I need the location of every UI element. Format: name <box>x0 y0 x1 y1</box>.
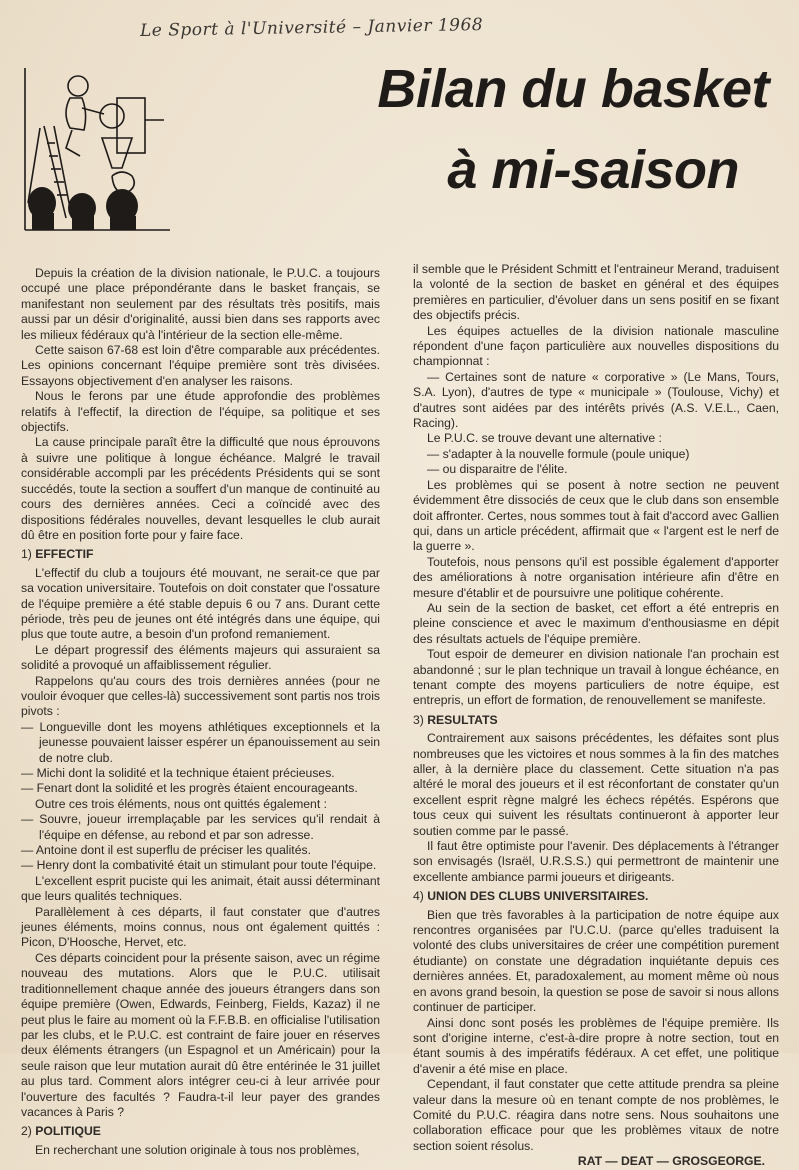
paragraph: Contrairement aux saisons précédentes, les défaites sont plus nombreuses que les victoires et nous sommes à la fin des matches aller, à la dernière place du classement. Cette situation n'a pas altéré le moral des joueurs et il est réconfortant de constater qu'un excellent esprit règne malgré les échecs répétés. Espérons que tous ceux qui suivent les résultats continueront à apporter leur soutien comme par le passé. <box>413 731 779 838</box>
paragraph: Cependant, il faut constater que cette attitude prendra sa pleine valeur dans la mesure où en tenant compte de nos problèmes, le Comité du P.U.C. réagira dans notre sens. Nous souhaitons une collaboration efficace pour que les problèmes vitaux de notre section soient résolus. <box>413 1077 779 1153</box>
section-heading-politique: 2) POLITIQUE <box>21 1124 101 1139</box>
paragraph: Le départ progressif des éléments majeurs qui assuraient sa solidité a provoqué un affaiblissement régulier. <box>21 642 380 673</box>
paragraph: Toutefois, nous pensons qu'il est possible également d'apporter des améliorations à notre organisation intérieure afin d'être en mesure d'établir et de poursuivre une politique cohérente. <box>413 554 779 600</box>
list-item-alternative: — ou disparaitre de l'élite. <box>427 462 568 477</box>
list-item-player: — Henry dont la combativité était un stimulant pour toute l'équipe. <box>21 858 377 873</box>
list-item-pivot: — Michi dont la solidité et la technique étaient précieuses. <box>21 766 335 780</box>
paragraph: L'effectif du club a toujours été mouvant, ne serait-ce que par sa vocation universitaire. Toutefois on doit constater que l'ossature de l'équipe première a été stable depuis 6 ou 7 ans. Durant cette période, très peu de jeunes ont été intégrés dans une équipe, qui plus que toute autre, a besoin d'un profond remaniement. <box>21 565 380 642</box>
list-item-pivot: — Longueville dont les moyens athlétiques exceptionnels et la jeunesse pouvaient laisser espérer un épanouissement au sein de notre club. <box>21 719 380 765</box>
paragraph: Tout espoir de demeurer en division nationale l'an prochain est abandonné ; sur le plan technique un travail à longue échéance, en tenant compte des moyens particuliers de notre équipe, est entrepris, un effort de formation, de renouvellement se manifeste. <box>413 647 779 708</box>
list-item-player: — Souvre, joueur irremplaçable par les services qu'il rendait à l'équipe en défense, au rebond et par son adresse. <box>21 812 380 842</box>
paragraph: Les équipes actuelles de la division nationale masculine répondent d'une façon particulière aux nouvelles dispositions du championnat : <box>413 323 779 369</box>
list-item-player: — Antoine dont il est superflu de préciser les qualités. <box>21 843 311 858</box>
list-item-pivot: — Fenart dont la solidité et les progrès étaient encourageants. <box>21 781 358 796</box>
paragraph: Il faut être optimiste pour l'avenir. Des déplacements à l'étranger son envisagés (Israël, U.R.S.S.) qui permettront de maintenir une excellente ambiance parmi joueurs et dirigeants. <box>413 839 779 884</box>
paragraph: Au sein de la section de basket, cet effort a été entrepris en pleine conscience et avec le maximum d'enthousiasme en dépit des résultats actuels de l'équipe première. <box>413 600 779 646</box>
intro-paragraph: La cause principale paraît être la difficulté que nous éprouvons à suivre une politique à longue échéance. Malgré le travail considérable accompli par les précédents Présidents qui se sont succédés, toute la section a souffert d'un manque de continuité au cours des dernières années. Ceci a coïncidé avec des dispositions fédérales nouvelles, devant lesquelles le club aurait dû être en position forte pour y faire face. <box>21 435 380 542</box>
paragraph: Ainsi donc sont posés les problèmes de l'équipe première. Ils sont d'origine interne, c'est-à-dire propre à notre section, tout en étant soumis à des impératifs fédéraux. A cet effet, une politique d'avenir a été mise en place. <box>413 1015 779 1076</box>
section-heading-union: 4) UNION DES CLUBS UNIVERSITAIRES. <box>413 889 649 904</box>
intro-paragraph: Nous le ferons par une étude approfondie des problèmes relatifs à l'effectif, la direction de l'équipe, sa politique et ses objectifs. <box>21 389 380 435</box>
right-column <box>413 262 779 1170</box>
paragraph: En recherchant une solution originale à tous nos problèmes, <box>35 1142 360 1157</box>
paragraph: Le P.U.C. se trouve devant une alternative : <box>427 431 662 446</box>
article-title-line1: Bilan du basket <box>377 59 769 119</box>
intro-paragraph: Depuis la création de la division nationale, le P.U.C. a toujours occupé une place prépondérante dans le basket français, se manifestant non seulement par des résultats très positifs, mais aussi par un désir d'originalité, aussi bien dans ses rapports avec les milieux fédéraux qu'à l'intérieur de la section elle-même. <box>21 266 380 342</box>
left-column <box>21 266 380 1158</box>
article-title-line2: à mi-saison <box>447 140 739 200</box>
intro-paragraph: Cette saison 67-68 est loin d'être comparable aux précédentes. Les opinions concernant l'équipe première sont très divisées. Essayons objectivement d'en analyser les raisons. <box>21 343 380 388</box>
handwritten-note: Le Sport à l'Université – Janvier 1968 <box>139 15 484 41</box>
paragraph: Les problèmes qui se posent à notre section ne peuvent évidemment être dissociés de ceux que le club dans son ensemble doit affronter. Certes, nous sommes tout à fait d'accord avec Gallien qui, dans un article précédent, affirmait que « l'argent est le nerf de la guerre ». <box>413 477 779 554</box>
paragraph: Outre ces trois éléments, nous ont quittés également : <box>35 796 327 811</box>
basketball-cartoon-illustration <box>22 68 172 232</box>
section-heading-resultats: 3) RESULTATS <box>413 712 498 727</box>
paragraph: Bien que très favorables à la participation de notre équipe aux rencontres organisées par l'U.C.U. (parce qu'elles traduisent la volonté des clubs universitaires de créer une compétition purement étudiante) on constate une dégradation inquiétante depuis ces dernières années. Et, paradoxalement, au moment même où nous en avons grand besoin, la question se pose de savoir si nous allons continuer de participer. <box>413 907 779 1015</box>
paragraph: Parallèlement à ces départs, il faut constater que d'autres jeunes éléments, moins connus, nous ont également quittés : Picon, D'Hoosche, Hervet, etc. <box>21 904 380 950</box>
list-item-alternative: — s'adapter à la nouvelle formule (poule unique) <box>427 446 690 461</box>
paragraph: — Certaines sont de nature « corporative » (Le Mans, Tours, S.A. Lyon), d'autres de type « municipale » (Toulouse, Vichy) et d'autres sont aidées par des intérêts privés (A.S. V.E.L., Caen, Racing). <box>413 369 779 431</box>
section-heading-effectif: 1) EFFECTIF <box>21 547 94 562</box>
paragraph: Ces départs coincident pour la présente saison, avec un régime nouveau des mutations. Alors que le P.U.C. utilisait traditionnellement chaque année des joueurs étrangers dans son équipe première (Owen, Edwards, Feinberg, Fields, Kazaz) il ne peut plus le faire au moment où la F.F.B.B. en officialise l'utilisation par les clubs, et le P.U.C. est contraint de faire jouer en réserves deux éléments étrangers (un Espagnol et un Américain) pour la seule raison que leur mutation aurait dû être entérinée le 31 juillet au plus tard. Comment alors intégrer ceu-ci à leur arrivée pour l'ouverture des facultés ? Faudra-t-il leur payer des grandes vacances à Paris ? <box>21 950 380 1119</box>
paragraph: L'excellent esprit puciste qui les animait, était aussi déterminant que leurs qualités techniques. <box>21 873 380 904</box>
author-signature: RAT — DEAT — GROSGEORGE. <box>577 1154 765 1169</box>
paragraph: Rappelons qu'au cours des trois dernières années (pour ne vouloir évoquer que celles-là) successivement sont partis nos trois pivots : <box>21 673 380 719</box>
paragraph: il semble que le Président Schmitt et l'entraineur Merand, traduisent la volonté de la section de basket en général et des équipes premières en particulier, d'évoluer dans un sens positif en se fixant des objectifs précis. <box>413 262 779 323</box>
